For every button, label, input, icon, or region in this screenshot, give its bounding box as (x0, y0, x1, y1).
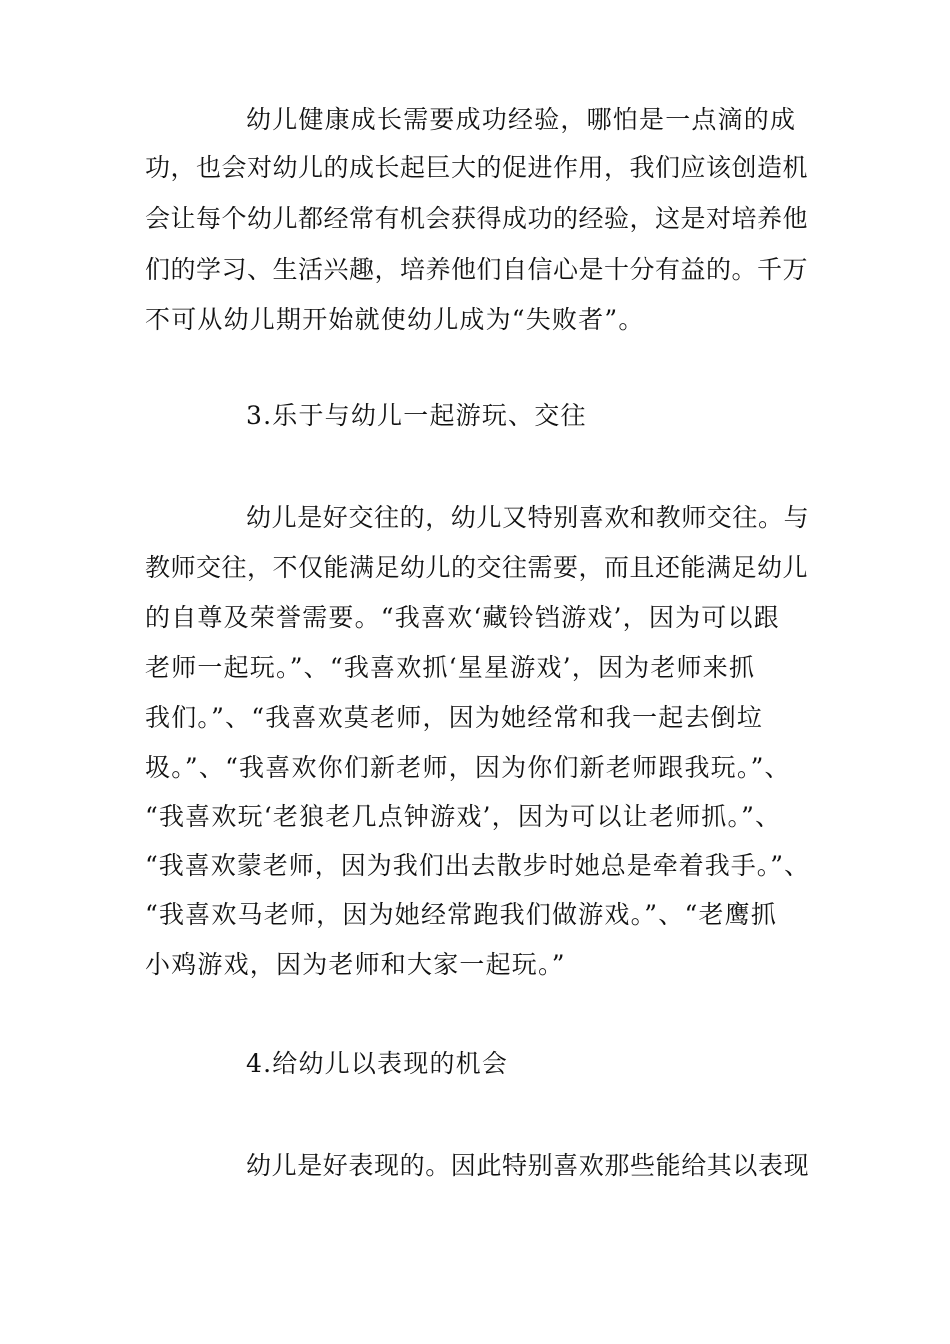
text-line: “我喜欢玩‘老狼老几点钟游戏’，因为可以让老师抓。”、 (145, 802, 782, 831)
text-line: 小鸡游戏，因为老师和大家一起玩。” (145, 950, 566, 979)
text-line: “我喜欢马老师，因为她经常跑我们做游戏。”、“老鹰抓 (145, 900, 778, 929)
text-line: 功，也会对幼儿的成长起巨大的促进作用，我们应该创造机 (145, 153, 809, 182)
text-line: 的自尊及荣誉需要。“我喜欢‘藏铃铛游戏’，因为可以跟 (145, 603, 780, 632)
text-line: 教师交往，不仅能满足幼儿的交往需要，而且还能满足幼儿 (145, 553, 809, 582)
text-line: 我们。”、“我喜欢莫老师，因为她经常和我一起去倒垃 (145, 703, 764, 732)
text-line: 会让每个幼儿都经常有机会获得成功的经验，这是对培养他 (145, 204, 809, 233)
text-line: “我喜欢蒙老师，因为我们出去散步时她总是牵着我手。”、 (145, 851, 811, 880)
text-line: 幼儿是好交往的，幼儿又特别喜欢和教师交往。与 (246, 503, 810, 532)
text-line: 幼儿健康成长需要成功经验，哪怕是一点滴的成 (246, 105, 797, 134)
text-line: 圾。”、“我喜欢你们新老师，因为你们新老师跟我玩。”、 (145, 753, 791, 782)
text-line: 幼儿是好表现的。因此特别喜欢那些能给其以表现 (246, 1151, 810, 1180)
heading-text: 4.给幼儿以表现的机会 (246, 1049, 509, 1078)
text-line: 老师一起玩。”、“我喜欢抓‘星星游戏’，因为老师来抓 (145, 653, 756, 682)
text-line: 不可从幼儿期开始就使幼儿成为“失败者”。 (145, 305, 645, 334)
text-line: 们的学习、生活兴趣，培养他们自信心是十分有益的。千万 (145, 255, 809, 284)
heading-text: 3.乐于与幼儿一起游玩、交往 (246, 401, 587, 430)
